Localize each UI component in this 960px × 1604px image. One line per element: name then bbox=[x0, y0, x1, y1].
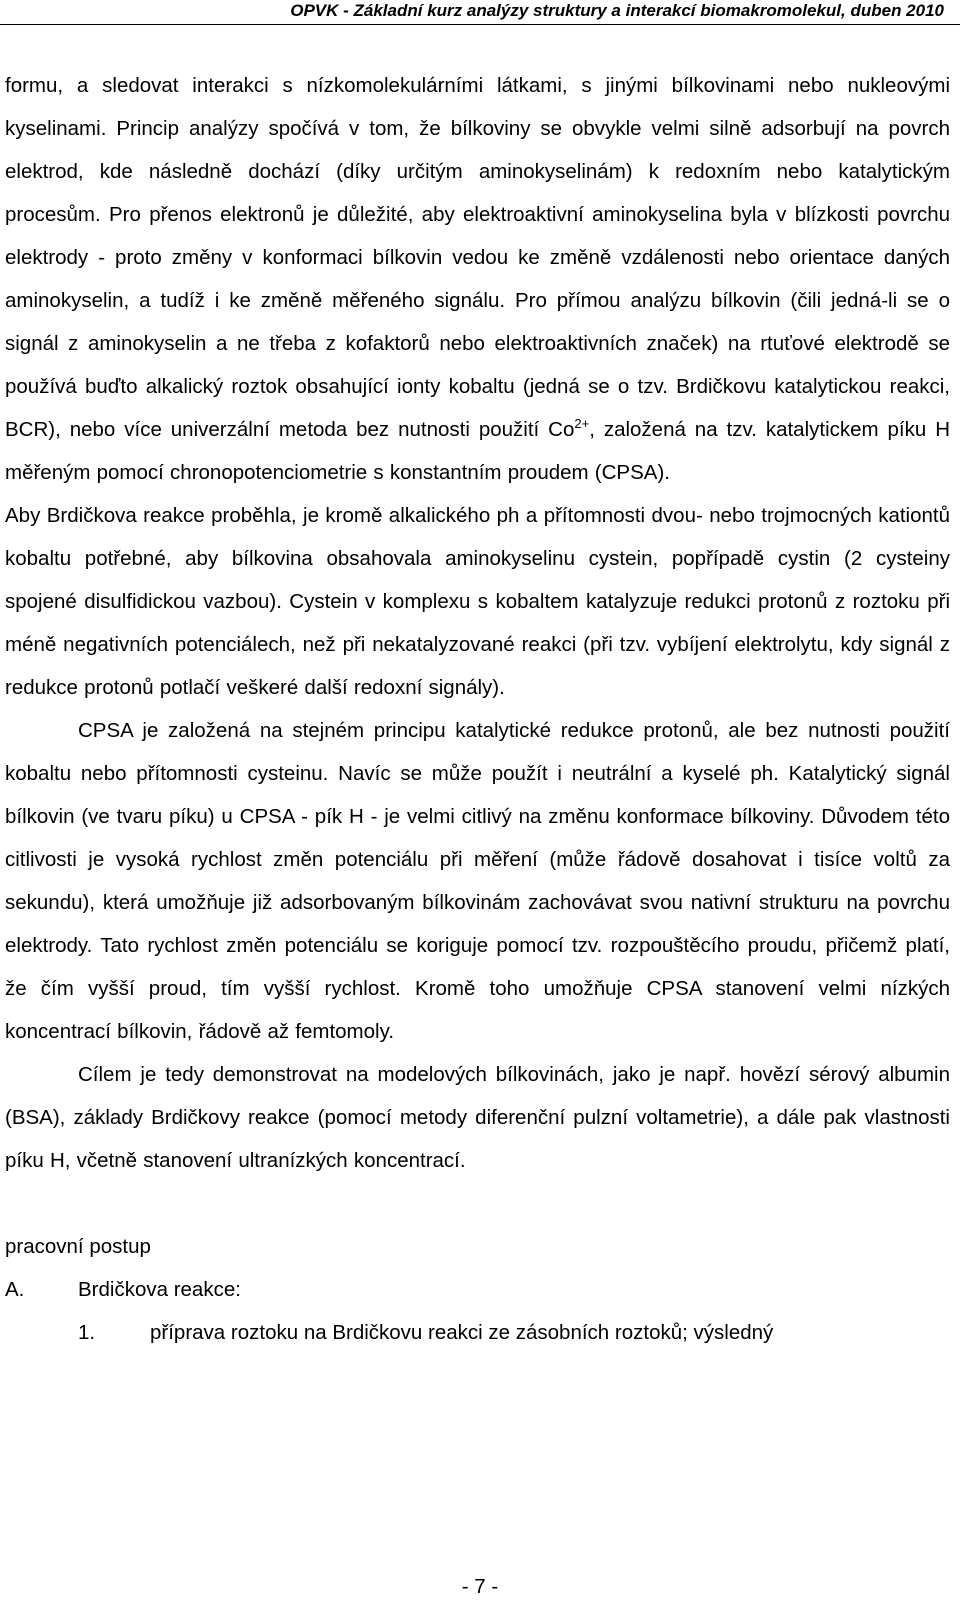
list-item-1 bbox=[5, 1311, 950, 1354]
paragraph-4: Cílem je tedy demonstrovat na modelových bílkovinách, jako je např. hovězí sérový albumin (BSA), základy Brdičkovy reakce (pomocí metody diferenční pulzní voltametrie), a dále pak vlastnosti píku H, včetně stanovení ultranízkých koncentrací. bbox=[5, 1063, 950, 1172]
paragraph-1 bbox=[5, 64, 950, 494]
section-heading: pracovní postup bbox=[5, 1235, 151, 1258]
paragraph-1-text: formu, a sledovat interakci s nízkomolekulárními látkami, s jinými bílkovinami nebo nukleovými kyselinami. Princip analýzy spočívá v tom, že bílkoviny se obvykle velmi silně adsorbují na povrch elektrod, kde následně dochází (díky určitým aminokyselinám) k redoxním nebo katalytickým procesům. Pro přenos elektronů je důležité, aby elektroaktivní aminokyselina byla v blízkosti povrchu elektrody - proto změny v konformaci bílkovin vedou ke změně vzdálenosti nebo orientace daných aminokyselin, a tudíž i ke změně měřeného signálu. Pro přímou analýzu bílkovin (čili jedná-li se o signál z aminokyselin a ne třeba z kofaktorů nebo elektroaktivních značek) na rtuťové elektrodě se používá buďto alkalický roztok obsahující ionty kobaltu (jedná se o tzv. Brdičkovu katalytickou reakci, BCR), nebo více univerzální metoda bez nutnosti použití Co bbox=[5, 74, 950, 441]
list-item-a bbox=[5, 1268, 950, 1311]
header-divider bbox=[0, 24, 960, 25]
list-marker-a: A. bbox=[5, 1278, 25, 1301]
page-header: OPVK - Základní kurz analýzy struktury a interakcí biomakromolekul, duben 2010 bbox=[290, 1, 944, 20]
superscript-charge: 2+ bbox=[574, 416, 590, 432]
list-text-a: Brdičkova reakce: bbox=[78, 1278, 241, 1301]
list-text-1: příprava roztoku na Brdičkovu reakci ze zásobních roztoků; výsledný bbox=[150, 1321, 774, 1344]
paragraph-2: Aby Brdičkova reakce proběhla, je kromě alkalického ph a přítomnosti dvou- nebo trojmocných kationtů kobaltu potřebné, aby bílkovina obsahovala aminokyselinu cystein, popřípadě cystin (2 cysteiny spojené disulfidickou vazbou). Cystein v komplexu s kobaltem katalyzuje redukci protonů z roztoku při méně negativních potenciálech, než při nekatalyzované reakci (při tzv. vybíjení elektrolytu, kdy signál z redukce protonů potlačí veškeré další redoxní signály). bbox=[5, 504, 950, 699]
paragraph-1-tail: , založená na tzv. katalytickem píku H měřeným pomocí chronopotenciometrie s konstantním proudem (CPSA). bbox=[5, 418, 951, 484]
page-content bbox=[5, 64, 950, 1354]
list-marker-1: 1. bbox=[78, 1321, 96, 1344]
paragraph-3: CPSA je založená na stejném principu katalytické redukce protonů, ale bez nutnosti použití kobaltu nebo přítomnosti cysteinu. Navíc se může použít i neutrální a kyselé ph. Katalytický signál bílkovin (ve tvaru píku) u CPSA - pík H - je velmi citlivý na změnu konformace bílkoviny. Důvodem této citlivosti je vysoká rychlost změn potenciálu při měření (může řádově dosahovat i tisíce voltů za sekundu), která umožňuje již adsorbovaným bílkovinám zachovávat svou nativní strukturu na povrchu elektrody. Tato rychlost změn potenciálu se koriguje pomocí tzv. rozpouštěcího proudu, přičemž platí, že čím vyšší proud, tím vyšší rychlost. Kromě toho umožňuje CPSA stanovení velmi nízkých koncentrací bílkovin, řádově až femtomoly. bbox=[5, 719, 950, 1043]
page-number: - 7 - bbox=[461, 1575, 499, 1598]
blank-line bbox=[5, 1182, 950, 1225]
